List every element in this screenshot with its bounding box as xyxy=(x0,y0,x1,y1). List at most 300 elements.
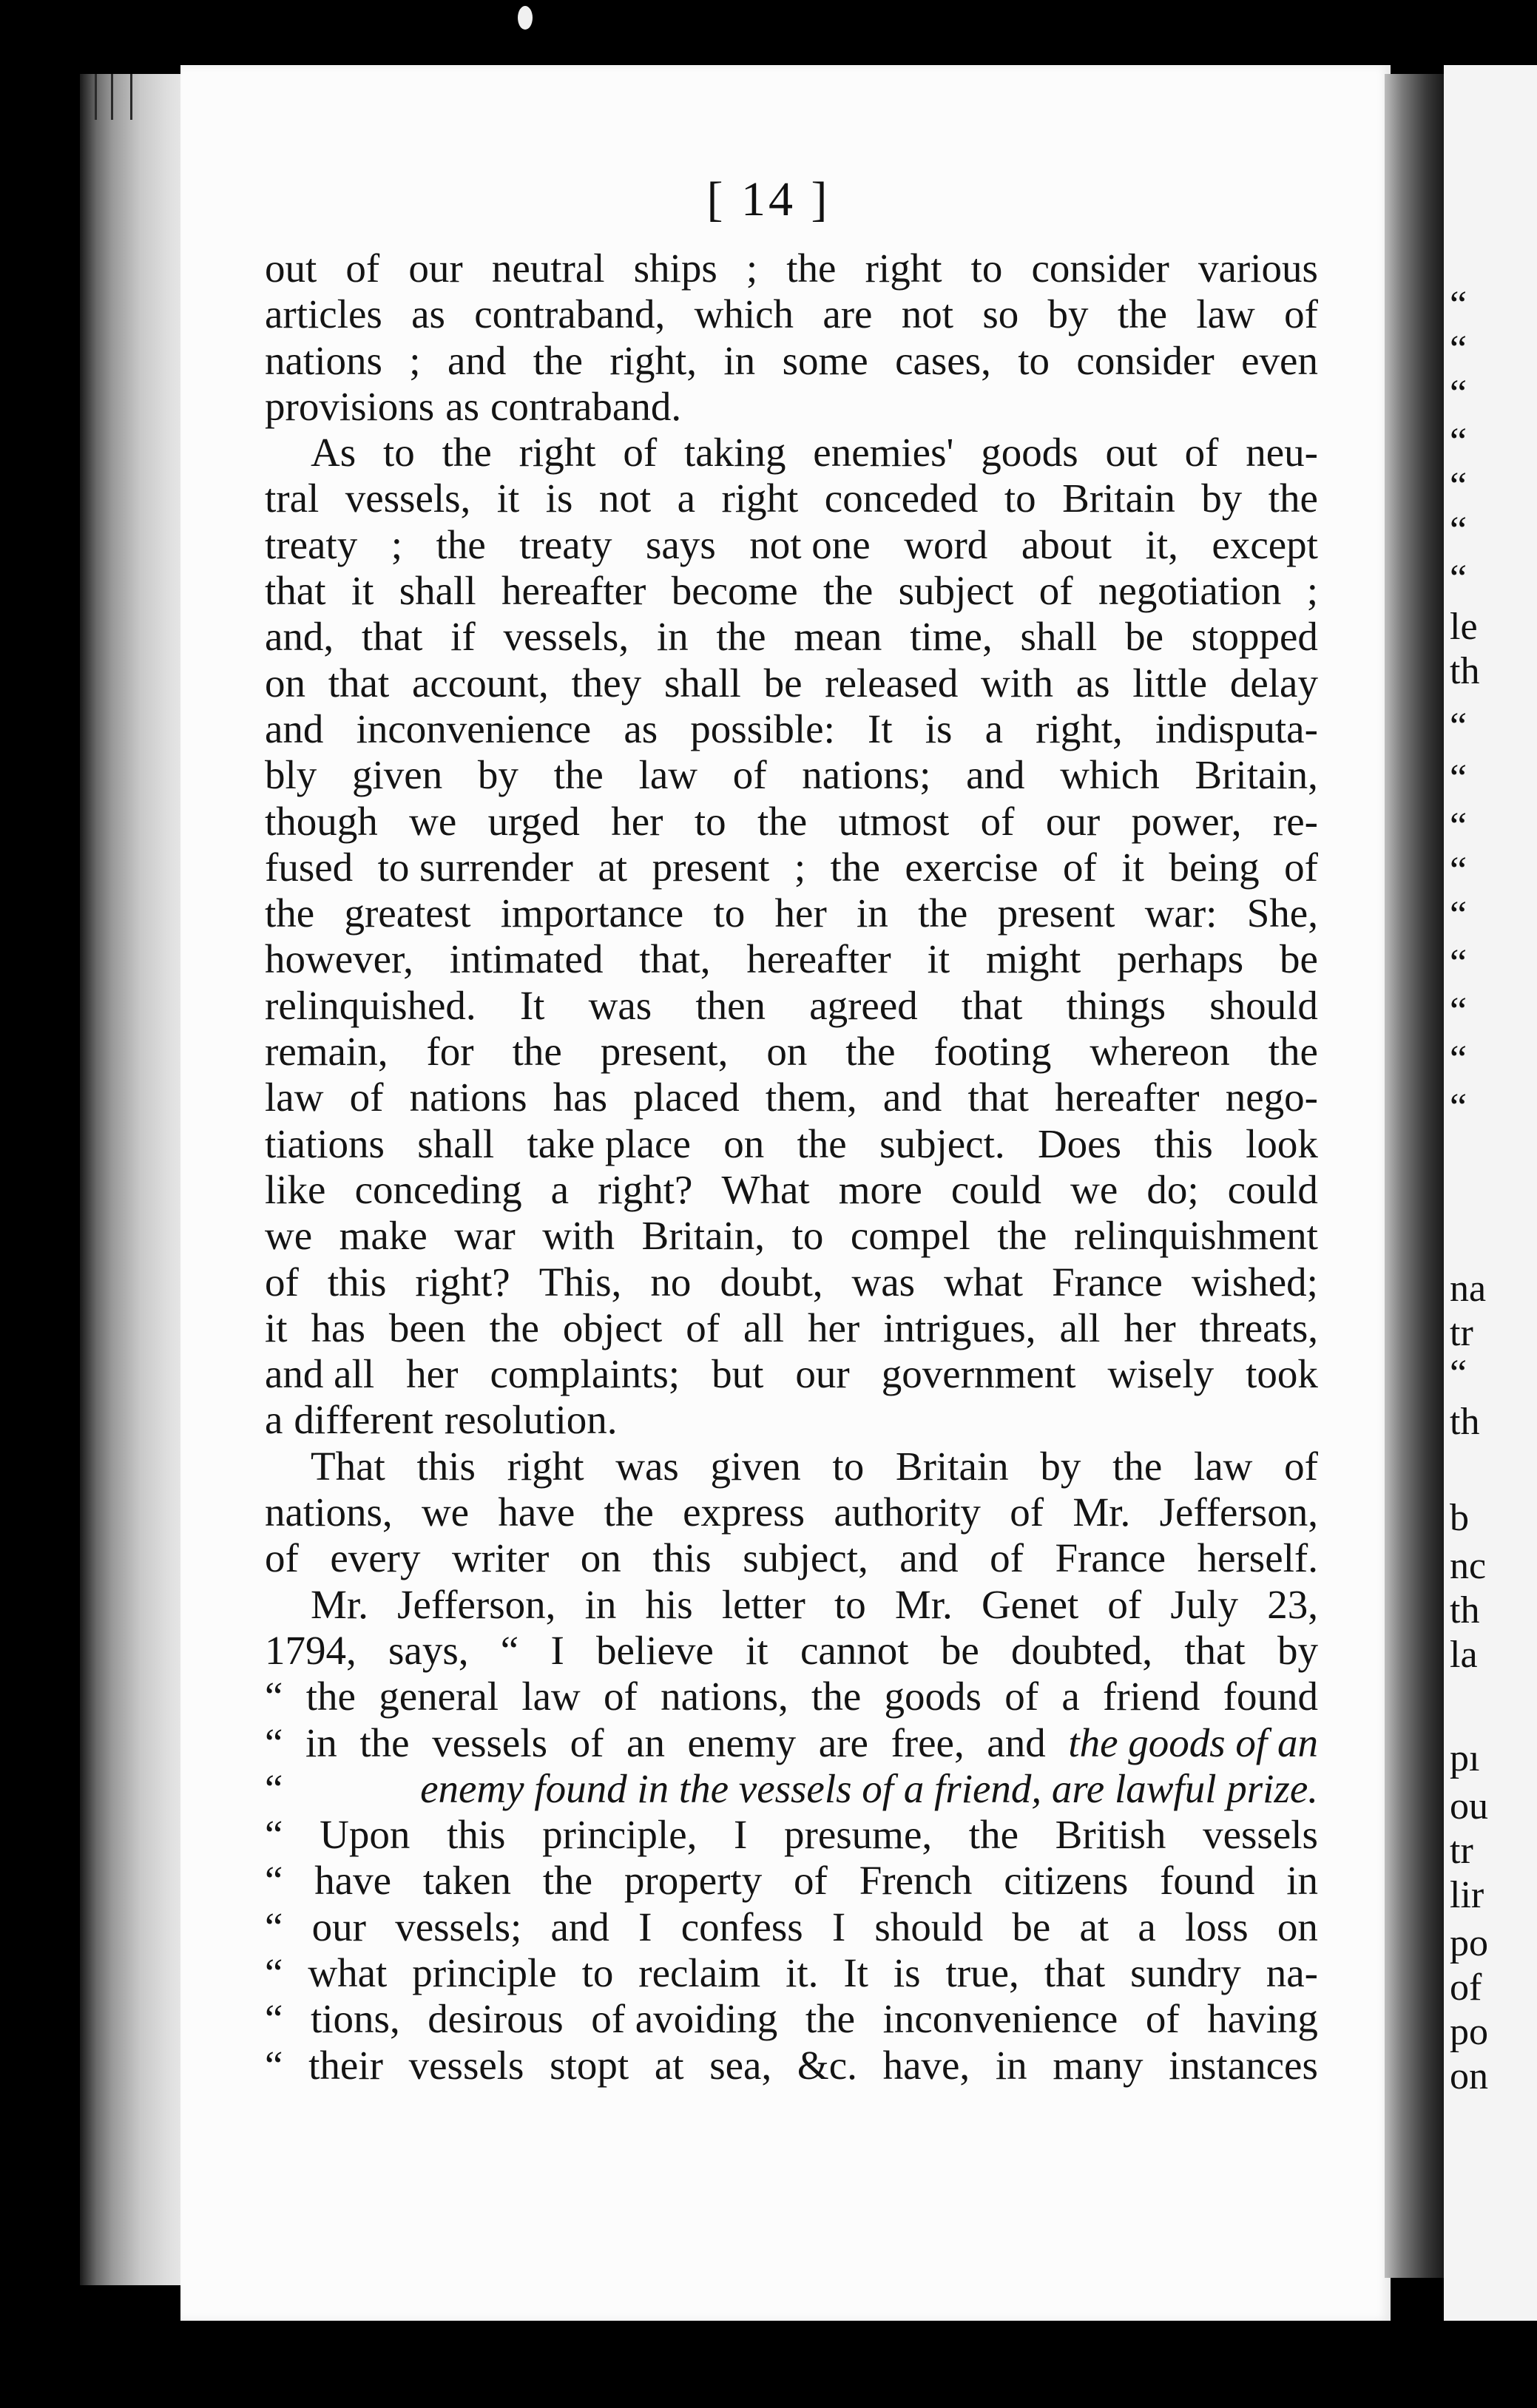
word: the xyxy=(786,246,837,291)
word: if xyxy=(450,614,476,660)
word: a xyxy=(677,476,696,521)
word: the xyxy=(1117,291,1168,337)
word: principle, xyxy=(542,1812,697,1858)
word: hereafter xyxy=(746,936,891,982)
word: out xyxy=(1105,430,1158,476)
word: on xyxy=(265,660,305,706)
word: be xyxy=(763,660,803,706)
word: all xyxy=(1059,1305,1101,1350)
word: in xyxy=(857,890,888,936)
word: object xyxy=(562,1305,663,1350)
text-line xyxy=(265,1904,1318,1950)
word: It xyxy=(868,706,893,751)
text-line xyxy=(265,614,1318,660)
word: that xyxy=(1044,1949,1106,1995)
word: in xyxy=(584,1581,617,1627)
word: on xyxy=(1277,1904,1318,1949)
facing-text-fragment: “ xyxy=(1450,942,1467,984)
word: we xyxy=(265,1213,313,1259)
word: of xyxy=(345,246,380,291)
word: free, xyxy=(891,1719,965,1765)
word: British xyxy=(1055,1812,1166,1858)
word: the xyxy=(1112,1443,1163,1489)
word: all xyxy=(743,1305,785,1350)
word: in xyxy=(995,2042,1027,2088)
facing-text-fragment: “ xyxy=(1450,558,1467,600)
word: being xyxy=(1169,844,1260,890)
word: the xyxy=(1268,1029,1318,1075)
word: conceding xyxy=(354,1166,522,1212)
facing-text-fragment: “ xyxy=(1450,805,1467,848)
word: of xyxy=(686,1305,720,1350)
word: however, xyxy=(265,936,413,982)
word: the xyxy=(823,568,874,614)
word: to xyxy=(694,798,726,844)
word: friend xyxy=(1103,1674,1200,1719)
word: nations xyxy=(409,1075,527,1120)
word: right xyxy=(507,1443,584,1489)
word: vessels, xyxy=(503,614,629,660)
word: Jefferson, xyxy=(397,1581,556,1627)
word: they xyxy=(571,660,642,706)
word: subject. xyxy=(879,1120,1005,1166)
word: word xyxy=(904,521,988,567)
word: our xyxy=(795,1351,850,1397)
word: her xyxy=(808,1305,860,1350)
word: the xyxy=(442,430,492,476)
word: of xyxy=(1284,1443,1318,1489)
word: released xyxy=(825,660,959,706)
word: instances xyxy=(1169,2042,1318,2088)
word: her xyxy=(774,890,827,936)
word: true, xyxy=(945,1949,1019,1995)
word: right? xyxy=(415,1259,510,1305)
word: time, xyxy=(910,614,993,660)
word: should xyxy=(1209,982,1318,1028)
word: little xyxy=(1132,660,1208,706)
word: by xyxy=(1277,1627,1318,1673)
facing-text-fragment: “ xyxy=(1450,850,1467,892)
word: with xyxy=(542,1213,615,1259)
word: “ xyxy=(265,1719,283,1765)
word: tral xyxy=(265,476,320,521)
word: placed xyxy=(633,1075,740,1120)
word: the xyxy=(265,890,315,936)
word: to xyxy=(834,1581,866,1627)
word: says xyxy=(646,521,716,567)
word: it xyxy=(927,936,950,982)
word: the xyxy=(797,1120,847,1166)
word: letter xyxy=(721,1581,805,1627)
text-line xyxy=(265,1167,1318,1213)
word: things xyxy=(1066,982,1166,1028)
word: is xyxy=(545,476,573,521)
word: present, xyxy=(600,1029,729,1075)
facing-text-fragment: po xyxy=(1450,2011,1488,2053)
text-line xyxy=(265,384,1318,430)
text-line xyxy=(265,1121,1318,1167)
word: our xyxy=(311,1904,366,1949)
scan-speck xyxy=(518,6,533,30)
word: Mr. xyxy=(1072,1489,1131,1535)
facing-text-fragment: of xyxy=(1450,1966,1482,2009)
word: negotiation xyxy=(1098,568,1282,614)
text-line xyxy=(265,1029,1318,1075)
word: the xyxy=(1268,476,1318,521)
facing-text-fragment: “ xyxy=(1450,1038,1467,1080)
text-line xyxy=(265,522,1318,568)
word: their xyxy=(308,2042,383,2088)
text-line xyxy=(265,1075,1318,1120)
word: remain, xyxy=(265,1029,388,1075)
word: That xyxy=(311,1443,385,1489)
word: is xyxy=(925,706,953,751)
text-line xyxy=(265,1444,1318,1489)
word: and xyxy=(447,337,507,383)
word: enemy found in the vessels of a friend, are lawful prize. xyxy=(420,1765,1318,1811)
word: was xyxy=(851,1259,916,1305)
word: with xyxy=(981,660,1053,706)
word: wisely xyxy=(1107,1351,1215,1397)
facing-text-fragment: na xyxy=(1450,1268,1487,1310)
word: of avoiding xyxy=(591,1996,778,2042)
word: our xyxy=(408,246,463,291)
word: found xyxy=(1223,1674,1318,1719)
facing-text-fragment: “ xyxy=(1450,706,1467,748)
word: relinquishment xyxy=(1074,1213,1318,1259)
word: reclaim xyxy=(638,1949,761,1995)
word: express xyxy=(683,1489,805,1535)
word: to xyxy=(791,1213,824,1259)
facing-text-fragment: nc xyxy=(1450,1545,1487,1587)
facing-text-fragment: “ xyxy=(1450,328,1467,371)
word: it xyxy=(351,568,374,614)
word: right xyxy=(721,476,799,521)
word: It xyxy=(843,1949,868,1995)
word: of xyxy=(570,1719,604,1765)
word: more xyxy=(838,1166,922,1212)
word: property xyxy=(624,1858,763,1904)
word: as xyxy=(445,383,480,429)
word: provisions xyxy=(265,383,435,429)
word: a xyxy=(984,706,1003,751)
word: the xyxy=(604,1489,654,1535)
text-line xyxy=(265,706,1318,752)
word: Mr. xyxy=(311,1581,368,1627)
text-line xyxy=(265,291,1318,337)
word: taken xyxy=(422,1858,512,1904)
word: many xyxy=(1053,2042,1144,2088)
facing-text-fragment: on xyxy=(1450,2055,1488,2097)
word: perhaps xyxy=(1117,936,1244,982)
word: Does xyxy=(1037,1120,1121,1166)
word: law xyxy=(1196,291,1255,337)
word: his xyxy=(645,1581,693,1627)
word: vessels xyxy=(432,1719,548,1765)
word: nations xyxy=(265,337,382,383)
word: nego- xyxy=(1225,1075,1318,1120)
word: what xyxy=(308,1949,388,1995)
word: to xyxy=(1004,476,1036,521)
text-line xyxy=(265,1582,1318,1628)
word: Mr. xyxy=(894,1581,953,1627)
word: fused xyxy=(265,844,354,890)
word: could xyxy=(950,1166,1042,1212)
word: become xyxy=(671,568,798,614)
word: “ xyxy=(265,1949,283,1995)
word: As xyxy=(311,430,357,476)
word: the xyxy=(968,1812,1019,1858)
word: in xyxy=(1286,1858,1318,1904)
word: “ xyxy=(265,1674,283,1719)
word: of xyxy=(1284,844,1318,890)
word: What xyxy=(721,1166,810,1212)
word: it xyxy=(496,476,520,521)
word: compel xyxy=(850,1213,970,1259)
word: the xyxy=(305,1674,356,1719)
word: take place xyxy=(527,1120,691,1166)
word: intimated xyxy=(449,936,604,982)
facing-text-fragment: “ xyxy=(1450,284,1467,326)
word: general xyxy=(379,1674,499,1719)
word: to xyxy=(382,430,415,476)
text-line xyxy=(265,1996,1318,2042)
word: &c. xyxy=(797,2042,857,2088)
word: enemies' xyxy=(813,430,954,476)
word: Britain, xyxy=(641,1213,766,1259)
word: intrigues, xyxy=(883,1305,1036,1350)
facing-text-fragment: le xyxy=(1450,606,1478,648)
word: stopt xyxy=(550,2042,629,2088)
word: taking xyxy=(683,430,786,476)
body-text xyxy=(265,246,1318,2089)
word: war: xyxy=(1144,890,1217,936)
word: to xyxy=(1018,337,1050,383)
word: this xyxy=(447,1812,506,1858)
word: this xyxy=(327,1259,387,1305)
word: given xyxy=(352,752,443,798)
facing-text-fragment: “ xyxy=(1450,757,1467,799)
word: this xyxy=(652,1535,712,1581)
text-line xyxy=(265,983,1318,1029)
gutter-shadow xyxy=(1385,74,1444,2278)
word: account, xyxy=(411,660,549,706)
word: though xyxy=(265,798,378,844)
word: Britain xyxy=(1062,476,1175,521)
facing-text-fragment: pı xyxy=(1450,1737,1480,1779)
word: the xyxy=(918,890,968,936)
word: right xyxy=(865,246,942,291)
word: inconvenience xyxy=(356,706,592,751)
word: even xyxy=(1241,337,1318,383)
word: and xyxy=(550,1904,609,1949)
word: that xyxy=(361,614,423,660)
word: of xyxy=(1063,844,1097,890)
word: about xyxy=(1021,521,1112,567)
word: except xyxy=(1212,521,1318,567)
word: “ xyxy=(265,1858,283,1904)
facing-text-fragment: po xyxy=(1450,1922,1488,1964)
word: presume, xyxy=(784,1812,933,1858)
word: July xyxy=(1170,1581,1239,1627)
word: shall xyxy=(1020,614,1098,660)
word: the xyxy=(997,1213,1047,1259)
word: the xyxy=(359,1719,410,1765)
word: cannot xyxy=(800,1627,909,1673)
word: we xyxy=(409,798,457,844)
word: ; xyxy=(746,246,758,291)
word: the xyxy=(811,1674,862,1719)
word: we xyxy=(421,1489,470,1535)
word: the xyxy=(830,844,880,890)
word: doubt, xyxy=(720,1259,823,1305)
word: conceded xyxy=(824,476,979,521)
word: present xyxy=(652,844,770,890)
text-line xyxy=(265,1950,1318,1996)
facing-text-fragment: “ xyxy=(1450,421,1467,463)
word: tions, xyxy=(311,1996,400,2042)
facing-text-fragment: la xyxy=(1450,1634,1478,1676)
word: various xyxy=(1197,246,1318,291)
word: found xyxy=(1160,1858,1255,1904)
word: treaty xyxy=(519,521,612,567)
text-line xyxy=(265,660,1318,706)
word: of xyxy=(349,1075,384,1120)
word: in xyxy=(305,1719,337,1765)
word: of xyxy=(980,798,1015,844)
word: by xyxy=(1040,1443,1081,1489)
text-line xyxy=(265,1674,1318,1719)
word: be xyxy=(1280,936,1318,982)
word: the xyxy=(489,1305,539,1350)
word: shall xyxy=(663,660,741,706)
word: the xyxy=(533,337,583,383)
facing-text-fragment: ou xyxy=(1450,1785,1488,1827)
word: given xyxy=(710,1443,801,1489)
word: of xyxy=(1145,1996,1180,2042)
word: Jefferson, xyxy=(1159,1489,1318,1535)
word: that, xyxy=(639,936,711,982)
word: a xyxy=(1138,1904,1156,1949)
word: as xyxy=(411,291,445,337)
word: present xyxy=(997,890,1115,936)
word: not xyxy=(598,476,652,521)
word: of xyxy=(1107,1581,1142,1627)
word: as xyxy=(1075,660,1110,706)
word: hereafter xyxy=(501,568,646,614)
text-line xyxy=(265,246,1318,291)
word: authority xyxy=(834,1489,981,1535)
word: as xyxy=(624,706,658,751)
word: law xyxy=(638,752,697,798)
word: sundry xyxy=(1130,1949,1241,1995)
word: make xyxy=(339,1213,428,1259)
text-line xyxy=(265,1259,1318,1305)
word: threats, xyxy=(1199,1305,1318,1350)
word: vessels xyxy=(1203,1812,1318,1858)
word: the goods of an xyxy=(1068,1719,1318,1765)
word: no xyxy=(650,1259,692,1305)
facing-text-fragment: “ xyxy=(1450,510,1467,552)
word: tiations xyxy=(265,1120,385,1166)
word: war xyxy=(454,1213,516,1259)
word: and all xyxy=(265,1351,375,1397)
word: is xyxy=(893,1949,921,1995)
word: the xyxy=(512,1029,562,1075)
word: of xyxy=(604,1674,638,1719)
word: vessels xyxy=(408,2042,524,2088)
word: it xyxy=(1121,844,1144,890)
word: of xyxy=(1184,430,1219,476)
word: relinquished. xyxy=(265,982,476,1028)
word: by xyxy=(1201,476,1243,521)
word: so xyxy=(982,291,1019,337)
word: 23, xyxy=(1267,1581,1318,1627)
word: delay xyxy=(1229,660,1318,706)
word: contraband. xyxy=(490,383,682,429)
text-line xyxy=(265,799,1318,845)
word: at xyxy=(598,844,628,890)
word: to surrender xyxy=(377,844,573,890)
word: nations; xyxy=(802,752,931,798)
word: It xyxy=(519,982,545,1028)
word: 1794, xyxy=(265,1627,357,1673)
word: I xyxy=(831,1904,846,1949)
word: stopped xyxy=(1191,614,1318,660)
text-line xyxy=(265,845,1318,890)
word: believe xyxy=(596,1627,714,1673)
word: importance xyxy=(500,890,684,936)
word: of xyxy=(990,1535,1024,1581)
word: contraband, xyxy=(474,291,666,337)
word: consider xyxy=(1076,337,1215,383)
facing-text-fragment: “ xyxy=(1450,1353,1467,1395)
word: shall xyxy=(399,568,476,614)
word: a xyxy=(1061,1674,1080,1719)
word: right, xyxy=(1036,706,1123,751)
word: I xyxy=(734,1812,748,1858)
word: been xyxy=(388,1305,466,1350)
word: have xyxy=(314,1858,392,1904)
word: ; xyxy=(409,337,421,383)
facing-text-fragment: th xyxy=(1450,1401,1480,1443)
text-line xyxy=(265,1489,1318,1535)
word: agreed xyxy=(809,982,918,1028)
word: neutral xyxy=(491,246,605,291)
word: ; xyxy=(1306,568,1318,614)
text-line xyxy=(265,936,1318,982)
word: and xyxy=(265,706,324,751)
word: has xyxy=(553,1075,608,1120)
page-edge-line xyxy=(130,74,132,120)
text-line xyxy=(265,1397,1318,1443)
text-line xyxy=(265,890,1318,936)
word: writer xyxy=(451,1535,550,1581)
word: cases, xyxy=(895,337,991,383)
word: bly xyxy=(265,752,317,798)
word: out xyxy=(265,246,317,291)
word: consider xyxy=(1031,246,1169,291)
word: goods xyxy=(884,1674,982,1719)
word: inconvenience xyxy=(882,1996,1118,2042)
text-line xyxy=(265,338,1318,384)
word: of xyxy=(732,752,767,798)
word: resolution. xyxy=(444,1397,618,1443)
word: and xyxy=(966,752,1025,798)
word: subject xyxy=(898,568,1014,614)
word: right, xyxy=(609,337,697,383)
word: vessels, xyxy=(345,476,471,521)
